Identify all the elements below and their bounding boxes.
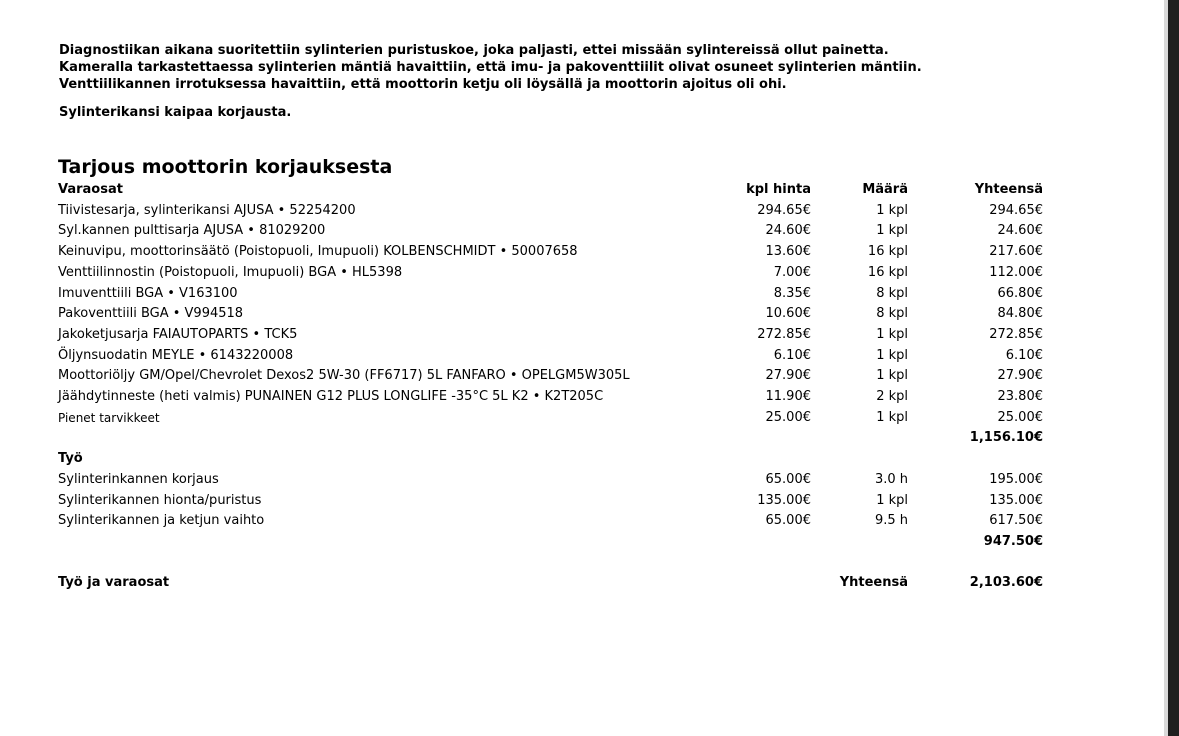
- part-description: Jakoketjusarja FAIAUTOPARTS • TCK5: [58, 326, 298, 342]
- table-row: [58, 221, 1043, 242]
- table-row: [58, 346, 1043, 367]
- table-row: [58, 201, 1043, 222]
- part-total: 217.60€: [989, 244, 1043, 260]
- column-unit-price: kpl hinta: [746, 182, 811, 197]
- part-price: 25.00€: [765, 409, 811, 425]
- part-total: 24.60€: [997, 223, 1043, 239]
- table-row: [58, 263, 1043, 284]
- labor-subtotal: 947.50€: [983, 533, 1043, 549]
- offer-title: Tarjous moottorin korjauksesta: [58, 156, 393, 178]
- table-row: [58, 408, 1043, 429]
- part-total: 6.10€: [1005, 347, 1043, 363]
- column-total: Yhteensä: [974, 182, 1043, 197]
- part-total: 23.80€: [997, 389, 1043, 405]
- labor-quantity: 1 kpl: [876, 492, 908, 508]
- part-price: 10.60€: [765, 306, 811, 322]
- part-total: 27.90€: [997, 368, 1043, 384]
- part-quantity: 2 kpl: [876, 389, 908, 405]
- labor-total: 195.00€: [989, 471, 1043, 487]
- grand-total-value: 2,103.60€: [969, 574, 1043, 590]
- table-row: [58, 470, 1043, 491]
- column-quantity: Määrä: [862, 182, 908, 197]
- labor-description: Sylinterikannen ja ketjun vaihto: [58, 513, 265, 529]
- table-row: [58, 511, 1043, 532]
- part-quantity: 1 kpl: [876, 326, 908, 342]
- table-header-row: [58, 180, 1043, 201]
- part-description: Tiivistesarja, sylinterikansi AJUSA • 52254200: [58, 202, 356, 218]
- intro-line: Diagnostiikan aikana suoritettiin sylinterien puristuskoe, joka paljasti, ettei missään sylintereissä ollut painetta.: [59, 43, 889, 58]
- part-description: Öljynsuodatin MEYLE • 6143220008: [58, 347, 294, 363]
- part-quantity: 1 kpl: [876, 223, 908, 239]
- part-price: 272.85€: [757, 326, 811, 342]
- part-quantity: 1 kpl: [876, 368, 908, 384]
- labor-heading: Työ: [58, 451, 83, 467]
- part-quantity: 1 kpl: [876, 202, 908, 218]
- window-side-bar: [1168, 0, 1179, 736]
- labor-quantity: 3.0 h: [874, 471, 908, 487]
- repair-note: Sylinterikansi kaipaa korjausta.: [59, 105, 292, 120]
- labor-price: 65.00€: [765, 471, 811, 487]
- part-quantity: 16 kpl: [867, 244, 908, 260]
- offer-table: [58, 180, 1043, 593]
- labor-price: 65.00€: [765, 513, 811, 529]
- part-total: 66.80€: [997, 285, 1043, 301]
- parts-heading: Varaosat: [58, 182, 123, 197]
- part-total: 112.00€: [989, 264, 1043, 280]
- part-total: 25.00€: [997, 409, 1043, 425]
- part-description: Venttiilinnostin (Poistopuoli, Imupuoli) BGA • HL5398: [58, 264, 403, 280]
- table-row: [58, 366, 1043, 387]
- part-description: Moottoriöljy GM/Opel/Chevrolet Dexos2 5W-30 (FF6717) 5L FANFARO • OPELGM5W305L: [58, 368, 630, 384]
- labor-quantity: 9.5 h: [874, 513, 908, 529]
- part-price: 7.00€: [773, 264, 811, 280]
- labor-total: 135.00€: [989, 492, 1043, 508]
- part-price: 13.60€: [765, 244, 811, 260]
- labor-total: 617.50€: [989, 513, 1043, 529]
- table-row: [58, 387, 1043, 408]
- part-quantity: 16 kpl: [867, 264, 908, 280]
- part-quantity: 1 kpl: [876, 409, 908, 425]
- grand-total-row: [58, 573, 1043, 594]
- parts-subtotal: 1,156.10€: [969, 430, 1043, 446]
- part-price: 27.90€: [765, 368, 811, 384]
- labor-description: Sylinterikannen hionta/puristus: [58, 492, 262, 508]
- table-row: [58, 325, 1043, 346]
- part-price: 294.65€: [757, 202, 811, 218]
- part-price: 6.10€: [773, 347, 811, 363]
- part-description: Imuventtiili BGA • V163100: [58, 285, 238, 301]
- labor-price: 135.00€: [757, 492, 811, 508]
- part-quantity: 1 kpl: [876, 347, 908, 363]
- table-row: [58, 284, 1043, 305]
- part-description: Pienet tarvikkeet: [58, 410, 160, 425]
- table-row: [58, 242, 1043, 263]
- part-description: Syl.kannen pulttisarja AJUSA • 81029200: [58, 223, 326, 239]
- table-row: [58, 304, 1043, 325]
- intro-line: Venttiilikannen irrotuksessa havaittiin, että moottorin ketju oli löysällä ja moottorin ajoitus oli ohi.: [59, 77, 787, 92]
- part-price: 11.90€: [765, 389, 811, 405]
- table-row: [58, 491, 1043, 512]
- part-price: 8.35€: [773, 285, 811, 301]
- labor-description: Sylinterinkannen korjaus: [58, 471, 219, 487]
- part-description: Jäähdytinneste (heti valmis) PUNAINEN G12 PLUS LONGLIFE -35°C 5L K2 • K2T205C: [58, 389, 604, 405]
- part-price: 24.60€: [765, 223, 811, 239]
- part-quantity: 8 kpl: [876, 285, 908, 301]
- spacer-row: [58, 553, 1043, 573]
- parts-subtotal-row: [58, 428, 1043, 449]
- part-quantity: 8 kpl: [876, 306, 908, 322]
- part-description: Keinuvipu, moottorinsäätö (Poistopuoli, Imupuoli) KOLBENSCHMIDT • 50007658: [58, 244, 578, 260]
- labor-heading-row: [58, 449, 1043, 470]
- labor-subtotal-row: [58, 532, 1043, 553]
- part-total: 294.65€: [989, 202, 1043, 218]
- part-description: Pakoventtiili BGA • V994518: [58, 306, 244, 322]
- part-total: 84.80€: [997, 306, 1043, 322]
- grand-total-caption: Yhteensä: [839, 574, 908, 590]
- intro-line: Kameralla tarkastettaessa sylinterien mäntiä havaittiin, että imu- ja pakoventtiilit olivat osuneet sylinterien mäntiin.: [59, 60, 922, 75]
- diagnostics-summary: [59, 42, 1059, 93]
- grand-total-label: Työ ja varaosat: [58, 574, 170, 590]
- part-total: 272.85€: [989, 326, 1043, 342]
